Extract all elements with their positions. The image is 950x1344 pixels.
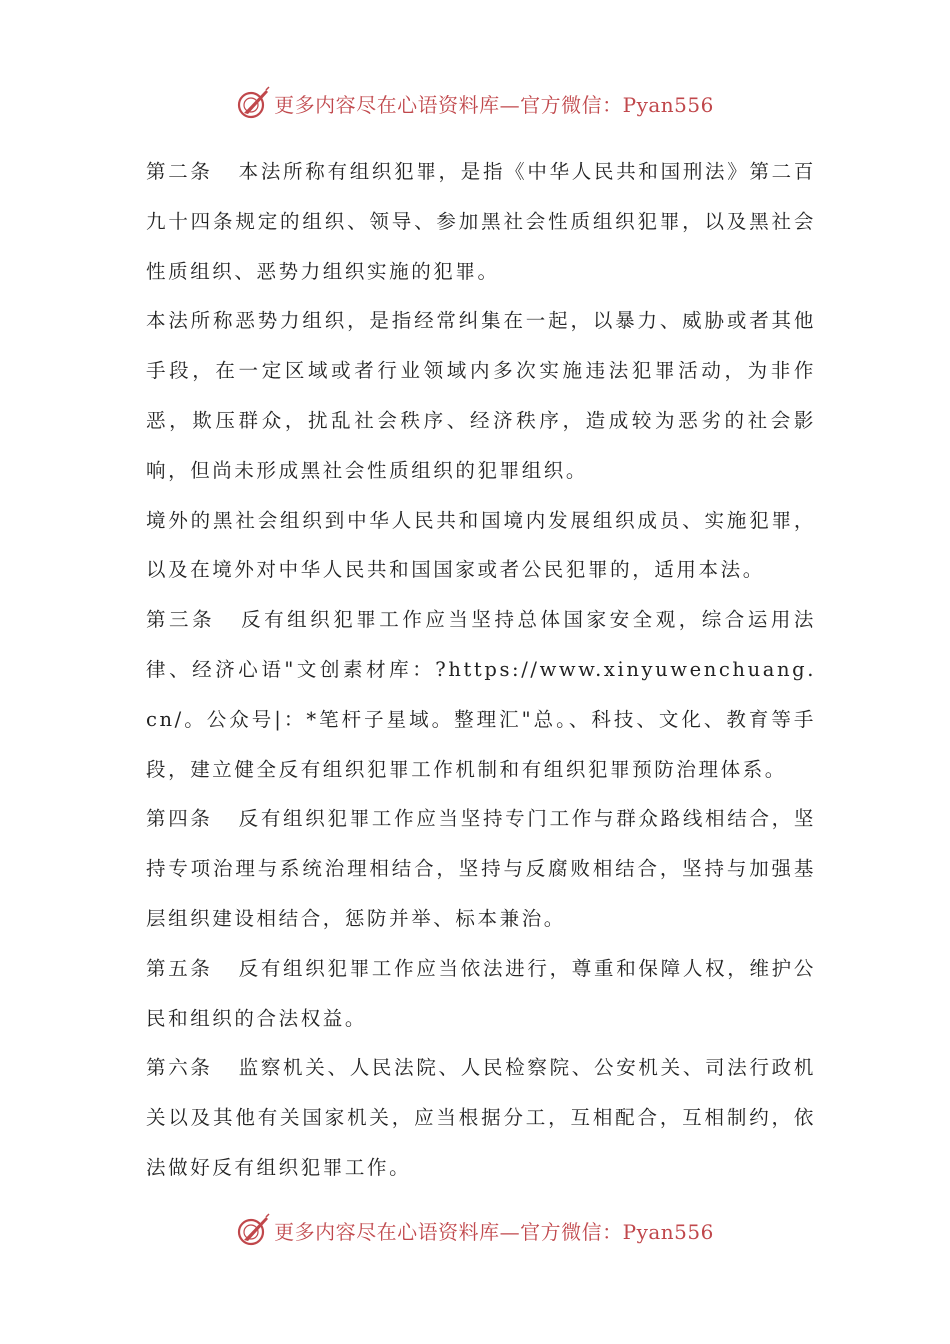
banner-text: 更多内容尽在心语资料库—官方微信：Pyan556 bbox=[274, 92, 714, 117]
article-label: 第五条 bbox=[146, 956, 213, 980]
header-banner bbox=[0, 81, 950, 125]
article-paragraph bbox=[146, 944, 816, 1044]
article-paragraph bbox=[146, 1043, 816, 1192]
article-text: 本法所称恶势力组织，是指经常纠集在一起，以暴力、威胁或者其他手段，在一定区域或者行业领域内多次实施违法犯罪活动，为非作恶，欺压群众，扰乱社会秩序、经济秩序，造成较为恶劣的社会影响，但尚未形成黑社会性质组织的犯罪组织。 bbox=[146, 309, 816, 482]
article-label: 第二条 bbox=[146, 160, 213, 183]
footer-banner bbox=[0, 1208, 950, 1252]
article-text: 本法所称有组织犯罪，是指《中华人民共和国刑法》第二百九十四条规定的组织、领导、参加黑社会性质组织犯罪，以及黑社会性质组织、恶势力组织实施的犯罪。 bbox=[146, 160, 816, 283]
article-text: 境外的黑社会组织到中华人民共和国境内发展组织成员、实施犯罪，以及在境外对中华人民共和国国家或者公民犯罪的，适用本法。 bbox=[146, 508, 816, 582]
article-paragraph bbox=[146, 147, 816, 296]
article-text: 反有组织犯罪工作应当坚持专门工作与群众路线相结合，坚持专项治理与系统治理相结合，坚持与反腐败相结合，坚持与加强基层组织建设相结合，惩防并举、标本兼治。 bbox=[146, 807, 816, 930]
article-text: 反有组织犯罪工作应当坚持总体国家安全观，综合运用法律、经济心语"文创素材库：?https://www.xinyuwenchuang.cn/。公众号|：*笔杆子星域。整理汇"总。、科技、文化、教育等手段，建立健全反有组织犯罪工作机制和有组织犯罪预防治理体系。 bbox=[146, 608, 816, 781]
article-label: 第六条 bbox=[146, 1056, 213, 1080]
article-label: 第三条 bbox=[146, 608, 216, 632]
banner-text: 更多内容尽在心语资料库—官方微信：Pyan556 bbox=[274, 1219, 714, 1244]
article-paragraph bbox=[146, 296, 816, 495]
article-label: 第四条 bbox=[146, 807, 213, 831]
document-body bbox=[146, 147, 816, 1193]
article-paragraph bbox=[146, 595, 816, 794]
article-paragraph bbox=[146, 496, 816, 596]
article-text: 反有组织犯罪工作应当依法进行，尊重和保障人权，维护公民和组织的合法权益。 bbox=[146, 956, 816, 1030]
article-paragraph bbox=[146, 794, 816, 943]
quill-pen-icon bbox=[236, 1213, 270, 1247]
article-text: 监察机关、人民法院、人民检察院、公安机关、司法行政机关以及其他有关国家机关，应当根据分工，互相配合，互相制约，依法做好反有组织犯罪工作。 bbox=[146, 1056, 816, 1179]
quill-pen-icon bbox=[236, 86, 270, 120]
